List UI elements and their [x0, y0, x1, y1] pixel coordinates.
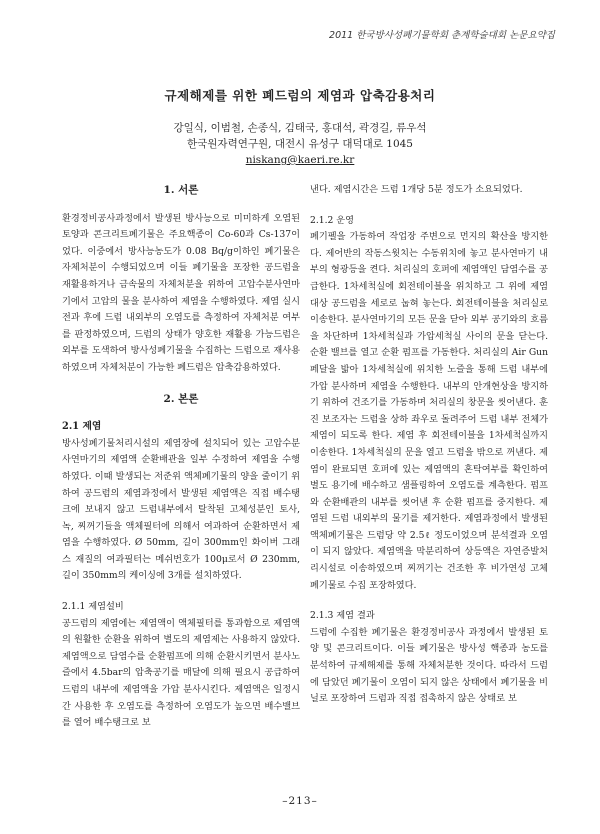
subsection-title-2-1-3: 2.1.3 제염 결과 [310, 610, 375, 622]
subsection-2-1-3-paragraph: 드럼에 수집한 폐기물은 환경정비공사 과정에서 발생된 토양 및 콘크리트이다. 이들 폐기물은 방사성 핵종과 농도를 분석하여 규제해제를 통해 자체처분한 것이다. 따라서 드럼에 담았던 폐기물이 오염이 되지 않은 상태에서 폐기물을 비닐로 포장하여 드럼과 직접 접촉하지 않은 상태로 보 [310, 626, 548, 705]
subsection-title-2-1-1: 2.1.1 제염설비 [62, 601, 124, 613]
section-title-body: 2. 본론 [163, 392, 199, 405]
affiliation: 한국원자력연구원, 대전시 유성구 대덕대로 1045 [187, 138, 413, 150]
continued-paragraph: 낸다. 제염시간은 드럼 1개당 5분 정도가 소요되었다. [310, 184, 523, 195]
paper-title: 규제해제를 위한 폐드럼의 제염과 압축감용처리 [164, 88, 436, 103]
subsection-2-1-paragraph: 방사성폐기물처리시설의 제염장에 설치되어 있는 고압수분사연마기의 제염액 순환배관을 일부 수정하여 제염을 수행하였다. 이때 발생되는 저준위 액체폐기물의 양을 줄이기 위하여 공드럼의 제염과정에서 발생된 제염액은 직접 배수탱크에 보내지 않고 드럼내부에서 탈착된 고체성분인 토사, 녹, 찌꺼기들을 액체필터에 의해서 여과하여 순환하면서 제염을 수행하였다. Ø 50mm, 길이 300mm인 화이버 그래스 재질의 여과필터는 메쉬번호가 100μ로서 Ø 230mm, 길이 350mm의 케이싱에 3개를 설치하였다. [62, 437, 300, 582]
right-column [310, 182, 548, 708]
author-names: 강일식, 이범철, 손종식, 김태국, 홍대석, 곽경길, 류우석 [173, 122, 427, 134]
author-email[interactable]: niskang@kaeri.re.kr [245, 154, 355, 166]
intro-paragraph: 환경정비공사과정에서 발생된 방사능으로 미미하게 오염된 토양과 콘크리트폐기물은 주요핵종이 Co-60과 Cs-137이었다. 이중에서 방사능농도가 0.08 Bq/g이하인 폐기물은 자체처분이 수행되었으며 이들 폐기물을 포장한 공드럼을 재활용하거나 금속물의 자체처분을 위하여 고압수분사연마기에서 고압의 물을 분사하여 제염을 수행하였다. 제염 실시 전과 후에 드럼 내외부의 오염도를 측정하여 자체처분 여부를 판정하였으며, 드럼의 상태가 양호한 재활용 가능드럼은 외부를 도색하여 방사성폐기물을 수집하는 드럼으로 재사용하였으며 자체처분이 가능한 폐드럼은 압축감용하였다. [62, 212, 300, 373]
author-block [0, 120, 600, 168]
subsection-title-2-1: 2.1 제염 [62, 421, 102, 433]
subsection-2-1-2-paragraph: 폐기펠을 가동하여 작업장 주변으로 먼지의 확산을 방지한다. 제어반의 작동스윗치는 수동위치에 놓고 분사연마기 내부의 형광등을 켠다. 처리실의 호퍼에 제염액인 담염수를 공급한다. 1차세척실에 회전테이블을 위치하고 그 위에 제염대상 공드럼을 세로로 눕혀 놓는다. 회전테이블을 처리실로 이송한다. 분사연마기의 모든 문을 닫아 외부 공기와의 흐름을 차단하며 1차세척실과 가압세척실 사이의 문을 닫는다. 순환 밸브를 열고 순환 펌프를 가동한다. 처리실의 Air Gun 페달을 밟아 1차세척실에 위치한 노즐을 통해 드럼 내부에 가압 분사하며 제염을 수행한다. 내부의 안개현상을 방지하기 위하여 건조기를 가동하며 처리실의 창문을 씻어낸다. 훈진 보조자는 드럼을 상하 좌우로 돌려주어 드럼 내부 전체가 제염이 되도록 한다. 제염 후 회전테이블을 1차세척실까지 이송한다. 1차세척실의 문을 열고 드럼을 밖으로 꺼낸다. 제염이 완료되면 호퍼에 있는 제염액의 혼탁여부를 확인하여 별도 용기에 배수하고 샘플링하여 오염도를 계측한다. 펌프와 순환배관의 내부를 씻어낸 후 순환 펌프를 중지한다. 제염된 드럼 내외부의 물기를 제거한다. 제염과정에서 발생된 액체폐기물은 드럼당 약 2.5ℓ 정도이었으며 분석결과 오염이 되지 않았다. 제염액을 막분리하여 상등액은 자연증발처리시설로 이송하였으며 찌꺼기는 건조한 후 비가연성 고체폐기물로 수집 포장하였다. [310, 231, 548, 591]
left-column [62, 182, 300, 732]
section-title-intro: 1. 서론 [163, 184, 199, 196]
subsection-title-2-1-2: 2.1.2 운영 [310, 214, 355, 226]
page-number: –213– [282, 795, 318, 807]
subsection-2-1-1-paragraph: 공드럼의 제염에는 제염액이 액체필터를 통과함으로 제염액의 원활한 순환을 위하여 별도의 제염제는 사용하지 않았다. 제염액으로 담염수를 순환펌프에 의해 순환시키면서 분사노즐에서 4.5bar의 압축공기를 매달에 의해 필요시 공급하여 드럼의 내부에 제염액을 가압 분사시킨다. 제염액은 일정시간 사용한 후 오염도를 측정하여 오염도가 높으면 배수밸브를 열어 배수탱크로 보 [62, 617, 300, 729]
running-header: 2011 한국방사성폐기물학회 춘계학술대회 논문요약집 [329, 30, 555, 41]
